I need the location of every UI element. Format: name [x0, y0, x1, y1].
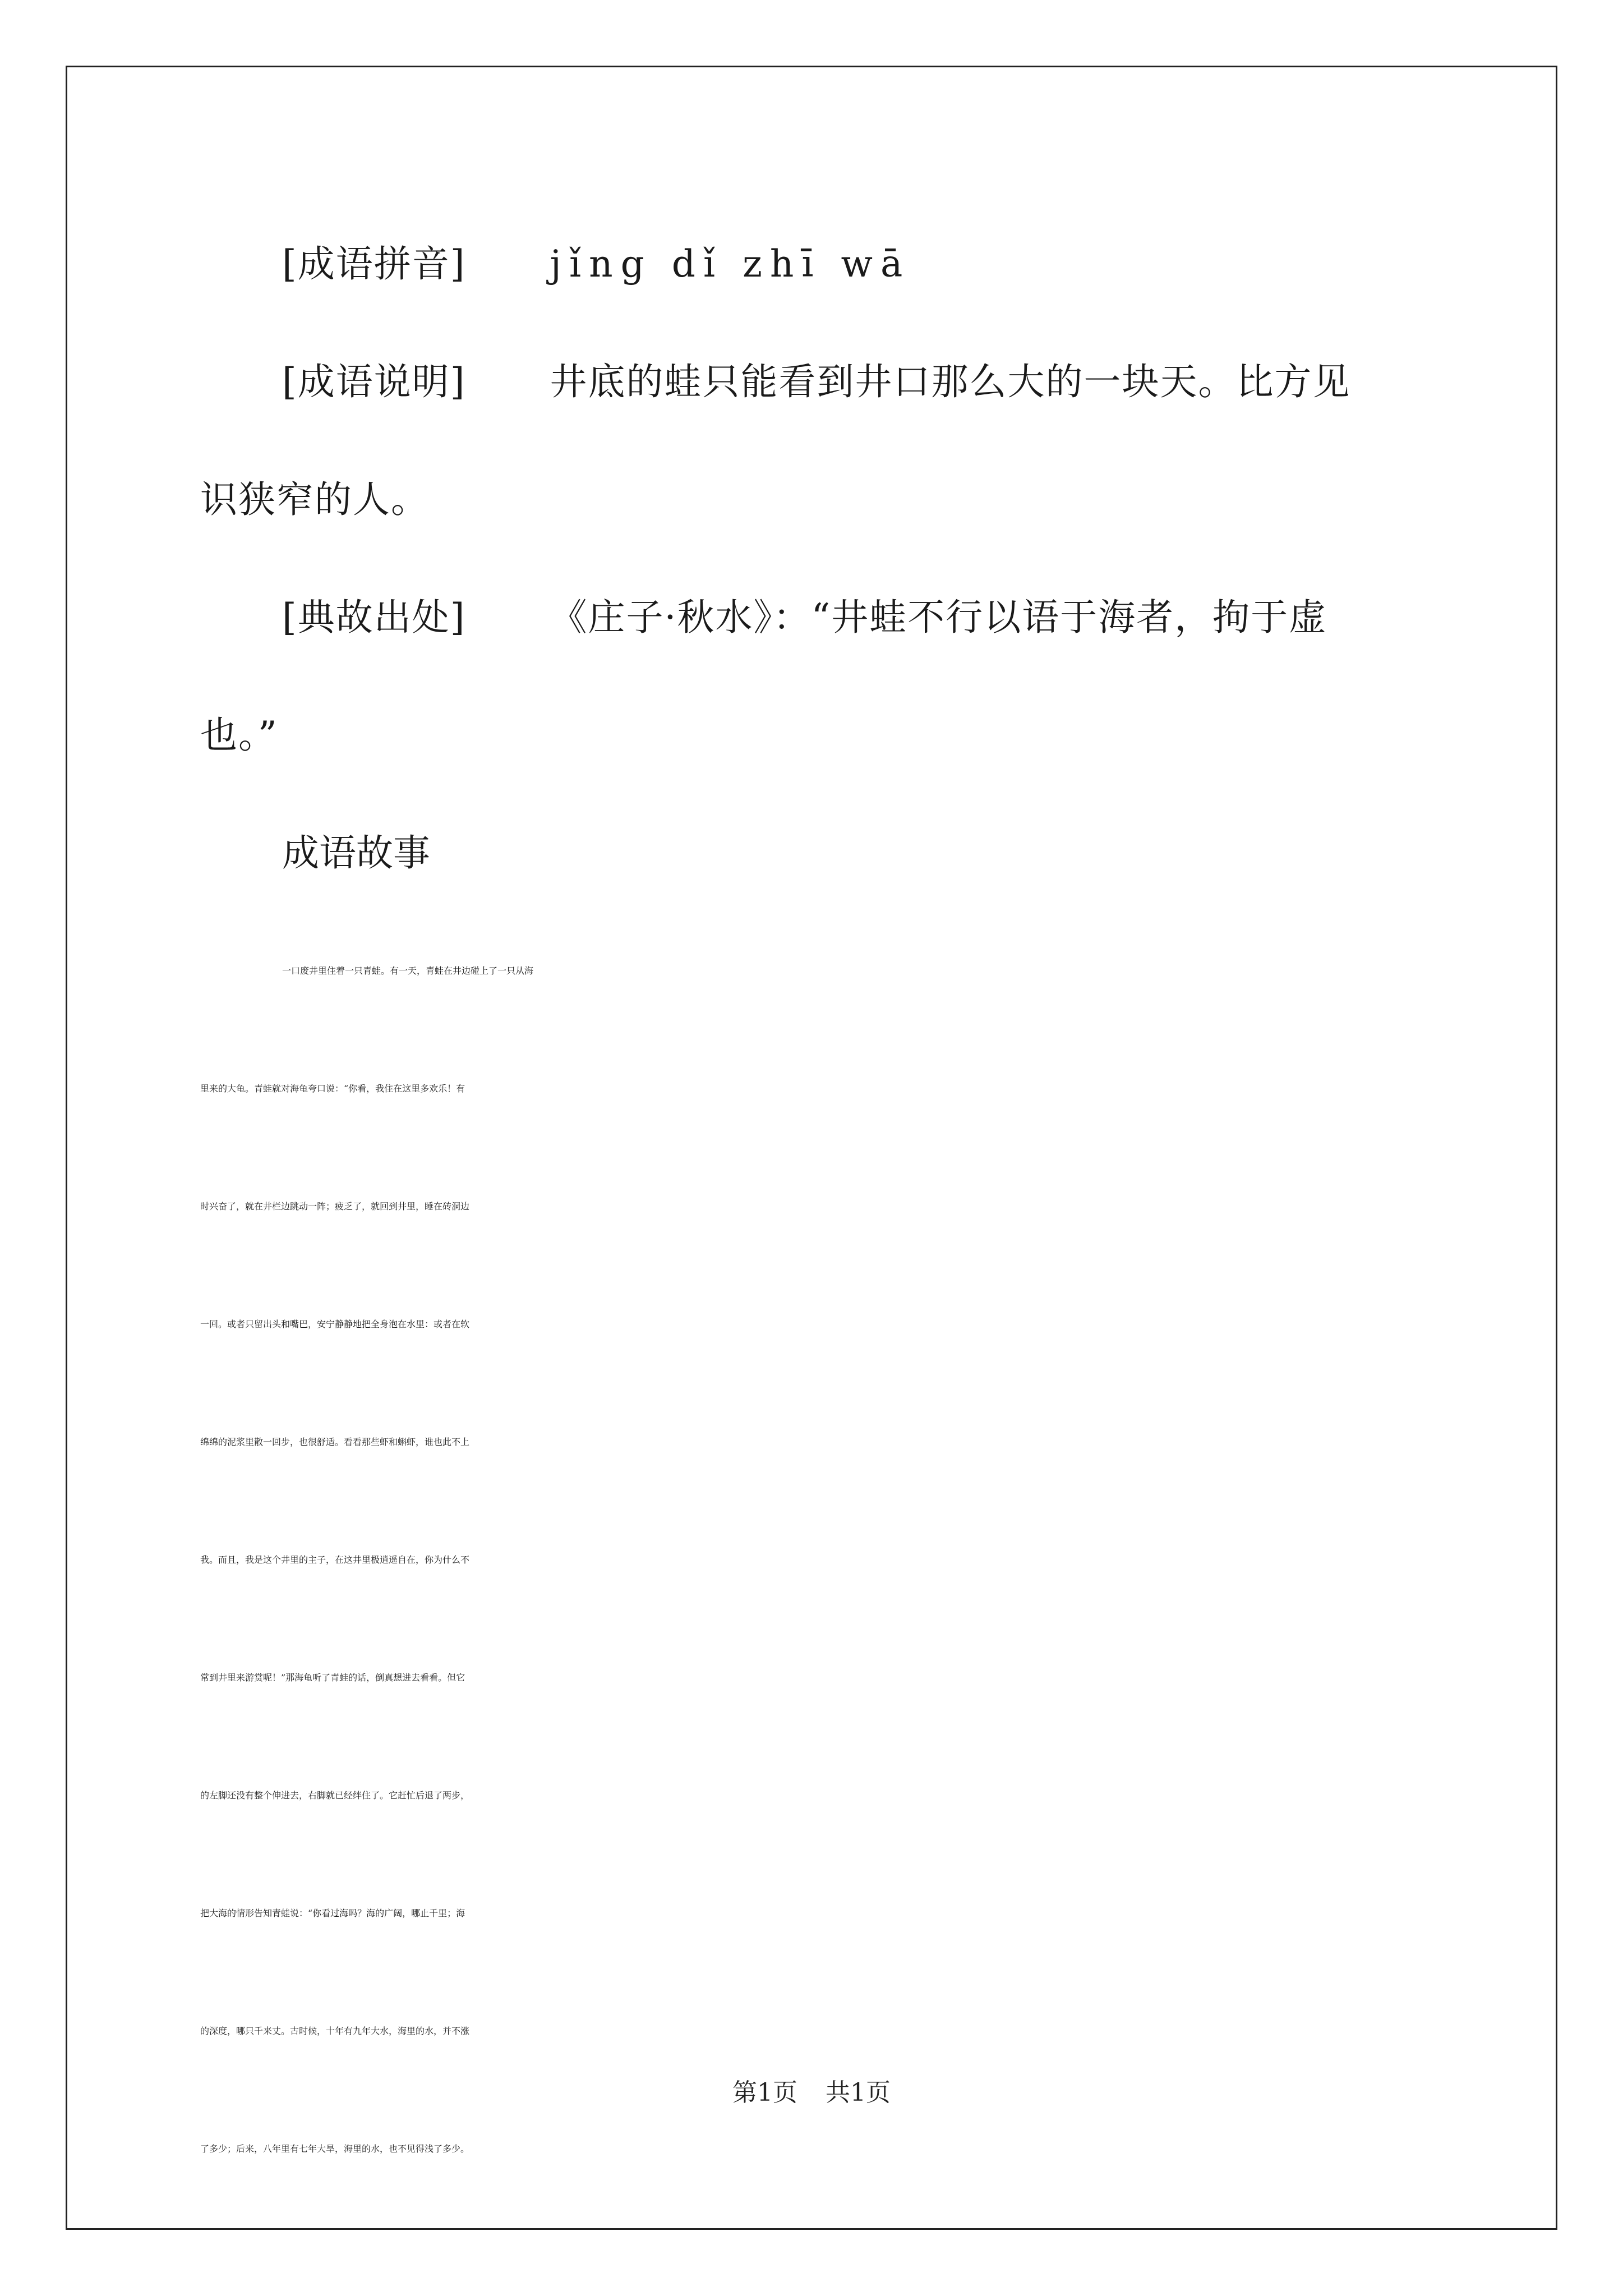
- story-line: 我。而且，我是这个井里的主子，在这井里极逍遥自在，你为什么不: [200, 1554, 470, 1565]
- entry-value-continued: 也。”: [200, 714, 278, 757]
- entry-label: [成语说明]: [282, 360, 466, 403]
- story-line: 时兴奋了，就在井栏边跳动一阵；疲乏了，就回到井里，睡在砖洞边: [200, 1201, 470, 1212]
- story-line: 里来的大龟。青蛙就对海龟夸口说：“你看，我住在这里多欢乐！有: [200, 1083, 465, 1094]
- entry-value: 《庄子·秋水》：“井蛙不行以语于海者，拘于虚: [550, 596, 1327, 639]
- story-line: 一口废井里住着一只青蛙。有一天，青蛙在井边碰上了一只从海: [282, 965, 534, 976]
- entry-label: [典故出处]: [282, 596, 466, 639]
- story-body: [200, 919, 1427, 2201]
- entry-pinyin: [200, 212, 1427, 316]
- entry-value: 井底的蛙只能看到井口那么大的一块天。比方见: [550, 360, 1351, 403]
- entry-value: jǐng dǐ zhī wā: [550, 242, 911, 286]
- entry-explanation: [200, 330, 1427, 434]
- story-line: 了多少；后来，八年里有七年大旱，海里的水，也不见得浅了多少。: [200, 2143, 470, 2154]
- story-line: 的左脚还没有整个伸进去，右脚就已经绊住了。它赶忙后退了两步，: [200, 1790, 470, 1801]
- story-line: 一回。或者只留出头和嘴巴，安宁静静地把全身泡在水里：或者在软: [200, 1319, 470, 1329]
- story-heading: 成语故事: [282, 831, 430, 875]
- entry-explanation-continued: [200, 448, 1427, 552]
- page-footer: [0, 2072, 1623, 2108]
- story-line: 常到井里来游赏呢！”那海龟听了青蛙的话，倒真想进去看看。但它: [200, 1672, 465, 1683]
- page-number: 第1页: [732, 2078, 797, 2107]
- story-line: 把大海的情形告知青蛙说：“你看过海吗？海的广阔，哪止千里；海: [200, 1908, 465, 1918]
- document-body: [200, 212, 1427, 2215]
- entry-label: [成语拼音]: [282, 242, 466, 286]
- page-total: 共1页: [826, 2078, 891, 2107]
- entry-value-continued: 识狭窄的人。: [200, 478, 429, 521]
- entry-source-continued: [200, 683, 1427, 788]
- story-line: 绵绵的泥浆里散一回步，也很舒适。看看那些虾和蝌虾，谁也此不上: [200, 1437, 470, 1447]
- entry-source: [200, 565, 1427, 670]
- story-line: 的深度，哪只千来丈。古时候，十年有九年大水，海里的水，并不涨: [200, 2026, 470, 2036]
